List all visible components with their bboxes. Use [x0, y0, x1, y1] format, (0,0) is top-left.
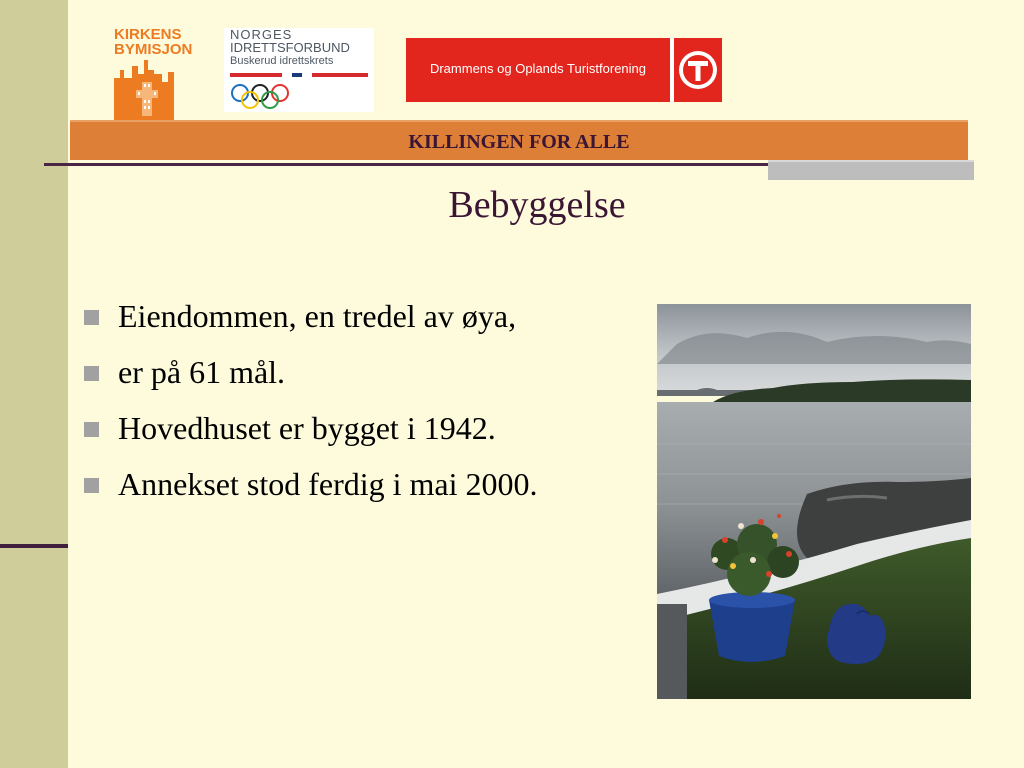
- bullet-square-icon: [84, 478, 99, 493]
- turistforening-banner: Drammens og Oplands Turistforening: [406, 38, 670, 102]
- city-skyline-icon: [112, 56, 182, 122]
- bullet-list: [84, 296, 644, 520]
- norges-idrettsforbund-logo: NORGES IDRETTSFORBUND Buskerud idrettskrets: [224, 28, 374, 112]
- flag-stripe-blue: [292, 73, 302, 77]
- left-sidebar-accent-line: [0, 544, 68, 548]
- left-sidebar-bar: [0, 0, 68, 768]
- header-divider-line: [44, 163, 770, 166]
- bullet-square-icon: [84, 422, 99, 437]
- header-band: [70, 120, 968, 160]
- bullet-item: [84, 464, 644, 504]
- bullet-text: Eiendommen, en tredel av øya,: [118, 298, 517, 334]
- bullet-square-icon: [84, 366, 99, 381]
- olympic-rings-icon: [230, 83, 292, 111]
- dnt-t-logo-icon: [674, 38, 722, 102]
- bullet-item: [84, 408, 644, 448]
- kirkens-bymisjon-logo: [112, 26, 193, 122]
- header-gray-accent: [768, 160, 974, 180]
- bullet-item: [84, 352, 644, 392]
- flag-stripe-red: [230, 73, 282, 77]
- bullet-text: Annekset stod ferdig i mai 2000.: [118, 466, 538, 502]
- dnt-badge: [674, 38, 722, 102]
- bullet-square-icon: [84, 310, 99, 325]
- bullet-item: [84, 296, 644, 336]
- kirkens-bymisjon-wordmark: KIRKENS BYMISJON: [114, 26, 193, 58]
- header-title: KILLINGEN FOR ALLE: [408, 131, 630, 153]
- bullet-text: Hovedhuset er bygget i 1942.: [118, 410, 496, 446]
- turistforening-logo: [406, 38, 722, 102]
- flag-stripe-red-2: [312, 73, 368, 77]
- lake-photo: [657, 304, 971, 699]
- bullet-text: er på 61 mål.: [118, 354, 286, 390]
- slide-title: Bebyggelse: [448, 184, 626, 226]
